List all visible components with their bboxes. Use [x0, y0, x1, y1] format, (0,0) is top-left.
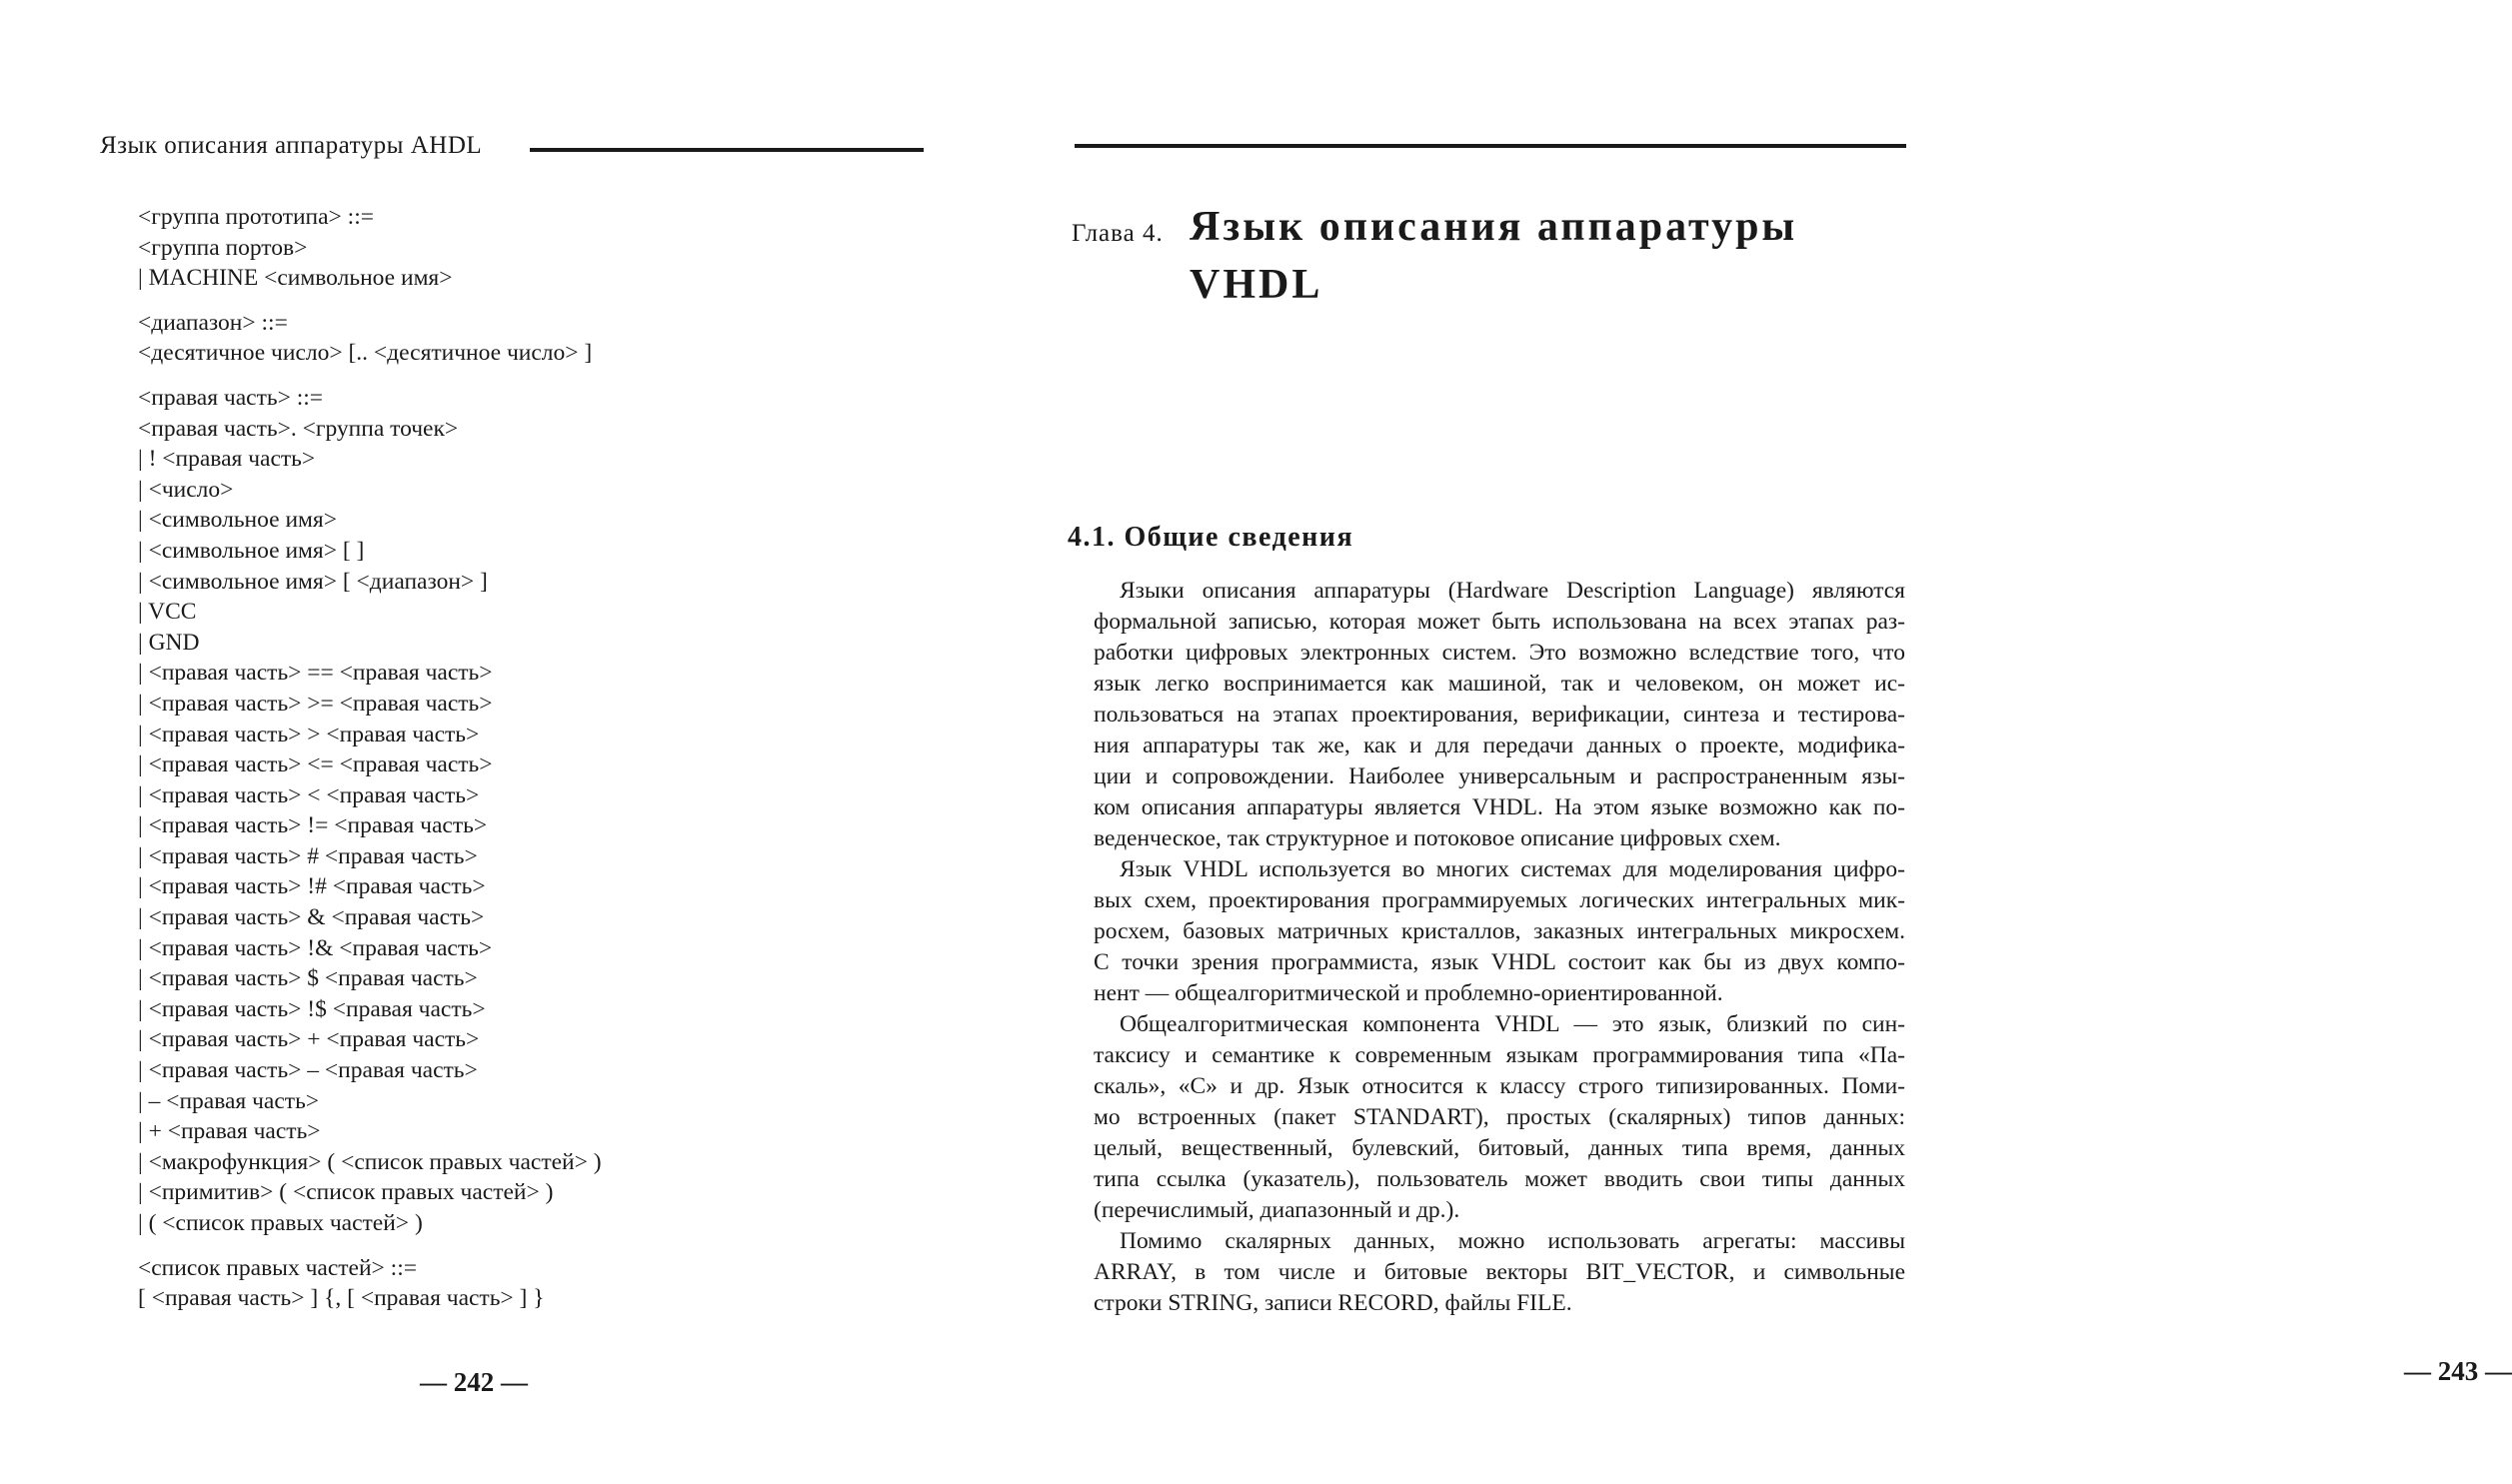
grammar-line: | <правая часть> !$ <правая часть>: [138, 995, 486, 1022]
grammar-line: | <правая часть> & <правая часть>: [138, 904, 485, 931]
text-line: Помимо скалярных данных, можно использовать агрегаты: массивы: [1120, 1228, 1905, 1254]
grammar-line: | <правая часть> != <правая часть>: [138, 812, 488, 839]
text-line: нент — общеалгоритмической и проблемно-ориентированной.: [1094, 980, 1723, 1006]
grammar-line: <группа портов>: [138, 234, 308, 261]
paragraph: [1068, 1226, 1905, 1319]
text-line: (перечислимый, диапазонный и др.).: [1094, 1197, 1460, 1223]
text-line: ции и сопровождении. Наиболее универсальным и распространенным язы-: [1094, 763, 1905, 789]
grammar-line: <десятичное число> [.. <десятичное число> ]: [138, 340, 593, 367]
grammar-line: | ! <правая часть>: [138, 446, 316, 473]
grammar-line: <группа прототипа> ::=: [138, 204, 374, 230]
left-page: [0, 0, 1000, 1484]
grammar-line: [ <правая часть> ] {, [ <правая часть> ] }: [138, 1285, 545, 1312]
text-line: таксису и семантике к современным языкам программирования типа «Па-: [1094, 1042, 1905, 1068]
block-gap: [138, 1239, 898, 1253]
paragraph: [1068, 1009, 1905, 1226]
header-rule: [1075, 144, 1906, 148]
grammar-listing: [138, 202, 898, 1314]
grammar-line: | <правая часть> <= <правая часть>: [138, 751, 493, 778]
grammar-line: | <правая часть> $ <правая часть>: [138, 965, 478, 992]
text-line: строки STRING, записи RECORD, файлы FILE.: [1094, 1290, 1572, 1316]
running-head: Язык описания аппаратуры AHDL: [100, 132, 483, 159]
text-line: типа ссылка (указатель), пользователь может вводить свои типы данных: [1094, 1166, 1905, 1192]
text-line: веденческое, так структурное и потоковое описание цифровых схем.: [1094, 825, 1781, 851]
grammar-line: | <макрофункция> ( <список правых частей> ): [138, 1148, 602, 1175]
text-line: работки цифровых электронных систем. Это возможно вследствие того, что: [1094, 640, 1905, 666]
grammar-line: | ( <список правых частей> ): [138, 1210, 423, 1236]
grammar-line: | VCC: [138, 599, 197, 626]
grammar-line: | <правая часть> # <правая часть>: [138, 842, 478, 869]
grammar-line: | + <правая часть>: [138, 1118, 321, 1145]
grammar-line: | <символьное имя>: [138, 507, 337, 534]
grammar-line: | <правая часть> !& <правая часть>: [138, 934, 493, 961]
grammar-line: <список правых частей> ::=: [138, 1254, 417, 1281]
text-line: ком описания аппаратуры является VHDL. На этом языке возможно как по-: [1094, 794, 1905, 820]
text-line: Язык VHDL используется во многих системах для моделирования цифро-: [1120, 856, 1905, 882]
section-title: 4.1. Общие сведения: [1068, 522, 1354, 553]
grammar-line: | <символьное имя> [ ]: [138, 537, 365, 564]
paragraph: [1068, 854, 1905, 1009]
grammar-line: | <правая часть> == <правая часть>: [138, 660, 493, 687]
text-line: скаль», «С» и др. Язык относится к классу строго типизированных. Поми-: [1094, 1073, 1905, 1099]
chapter-label: Глава 4.: [1072, 220, 1164, 247]
header-rule: [530, 148, 924, 152]
text-line: язык легко воспринимается как машиной, так и человеком, он может ис-: [1094, 671, 1905, 697]
grammar-line: | <правая часть> + <правая часть>: [138, 1026, 480, 1053]
right-page: [1000, 0, 2512, 1484]
grammar-line: | MACHINE <символьное имя>: [138, 265, 453, 292]
chapter-title: [1190, 198, 1909, 314]
page-number-right: — 243 —: [2404, 1356, 2512, 1386]
text-line: вых схем, проектирования программируемых логических интегральных мик-: [1094, 887, 1905, 913]
text-line: Общеалгоритмическая компонента VHDL — это язык, близкий по син-: [1120, 1011, 1905, 1037]
text-line: формальной записью, которая может быть использована на всех этапах раз-: [1094, 609, 1905, 635]
grammar-line: | <правая часть> > <правая часть>: [138, 721, 480, 747]
grammar-line: | <правая часть> < <правая часть>: [138, 781, 480, 808]
text-line: мо встроенных (пакет STANDART), простых (скалярных) типов данных:: [1094, 1104, 1905, 1130]
chapter-title-line: VHDL: [1190, 262, 1323, 308]
block-gap: [138, 369, 898, 383]
grammar-line: | <символьное имя> [ <диапазон> ]: [138, 568, 488, 595]
grammar-line: | <правая часть> – <правая часть>: [138, 1057, 478, 1084]
body-text: [1068, 576, 1905, 1319]
grammar-line: | <правая часть> >= <правая часть>: [138, 690, 493, 717]
text-line: ARRAY, в том числе и битовые векторы BIT_VECTOR, и символьные: [1094, 1259, 1905, 1285]
text-line: Языки описания аппаратуры (Hardware Description Language) являются: [1120, 578, 1905, 604]
grammar-line: | <число>: [138, 476, 234, 503]
grammar-line: | – <правая часть>: [138, 1087, 320, 1114]
text-line: целый, вещественный, булевский, битовый, данных типа время, данных: [1094, 1135, 1905, 1161]
text-line: росхем, базовых матричных кристаллов, заказных интегральных микросхем.: [1094, 918, 1905, 944]
grammar-line: <правая часть> ::=: [138, 384, 324, 411]
block-gap: [138, 294, 898, 308]
grammar-line: | <правая часть> !# <правая часть>: [138, 873, 486, 900]
paragraph: [1068, 576, 1905, 854]
grammar-line: | GND: [138, 629, 200, 656]
chapter-title-line: Язык описания аппаратуры: [1190, 204, 1798, 250]
page-number-left: — 242 —: [420, 1367, 528, 1397]
text-line: С точки зрения программиста, язык VHDL состоит как бы из двух компо-: [1094, 949, 1905, 975]
grammar-line: | <примитив> ( <список правых частей> ): [138, 1179, 554, 1206]
text-line: ния аппаратуры так же, как и для передачи данных о проекте, модифика-: [1094, 733, 1905, 758]
grammar-line: <диапазон> ::=: [138, 309, 288, 336]
grammar-line: <правая часть>. <группа точек>: [138, 415, 459, 442]
text-line: пользоваться на этапах проектирования, верификации, синтеза и тестирова-: [1094, 702, 1905, 728]
